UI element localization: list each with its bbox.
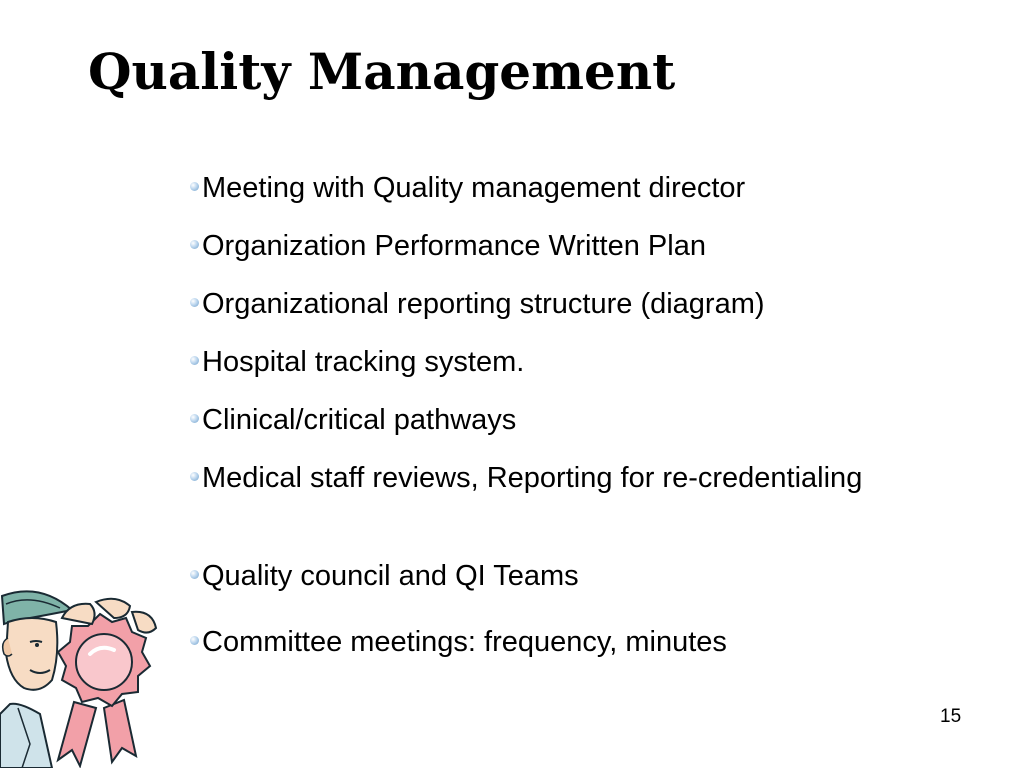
bullet-item xyxy=(190,556,880,614)
bullet-dot-icon xyxy=(190,570,199,579)
bullet-text: Committee meetings: frequency, minutes xyxy=(202,626,727,658)
bullet-text: Clinical/critical pathways xyxy=(202,404,517,436)
bullet-dot-icon xyxy=(190,298,199,307)
bullet-dot-icon xyxy=(190,414,199,423)
bullet-text: Medical staff reviews, Reporting for re-credentialing xyxy=(202,462,863,494)
bullet-text: Organizational reporting structure (diagram) xyxy=(202,288,765,320)
bullet-text: Quality council and QI Teams xyxy=(202,560,579,592)
bullet-text: Organization Performance Written Plan xyxy=(202,230,706,262)
bullet-list xyxy=(190,168,880,680)
bullet-item xyxy=(190,168,880,226)
bullet-dot-icon xyxy=(190,356,199,365)
bullet-item xyxy=(190,342,880,400)
bullet-item xyxy=(190,458,880,556)
bullet-item xyxy=(190,400,880,458)
bullet-dot-icon xyxy=(190,636,199,645)
bullet-text: Meeting with Quality management director xyxy=(202,172,746,204)
bullet-dot-icon xyxy=(190,240,199,249)
bullet-dot-icon xyxy=(190,472,199,481)
page-number: 15 xyxy=(940,706,962,727)
man-with-award-ribbon-icon xyxy=(0,584,180,768)
bullet-item xyxy=(190,622,880,680)
bullet-dot-icon xyxy=(190,182,199,191)
bullet-text: Hospital tracking system. xyxy=(202,346,525,378)
bullet-item xyxy=(190,284,880,342)
slide-title: Quality Management xyxy=(88,42,676,101)
bullet-item xyxy=(190,226,880,284)
